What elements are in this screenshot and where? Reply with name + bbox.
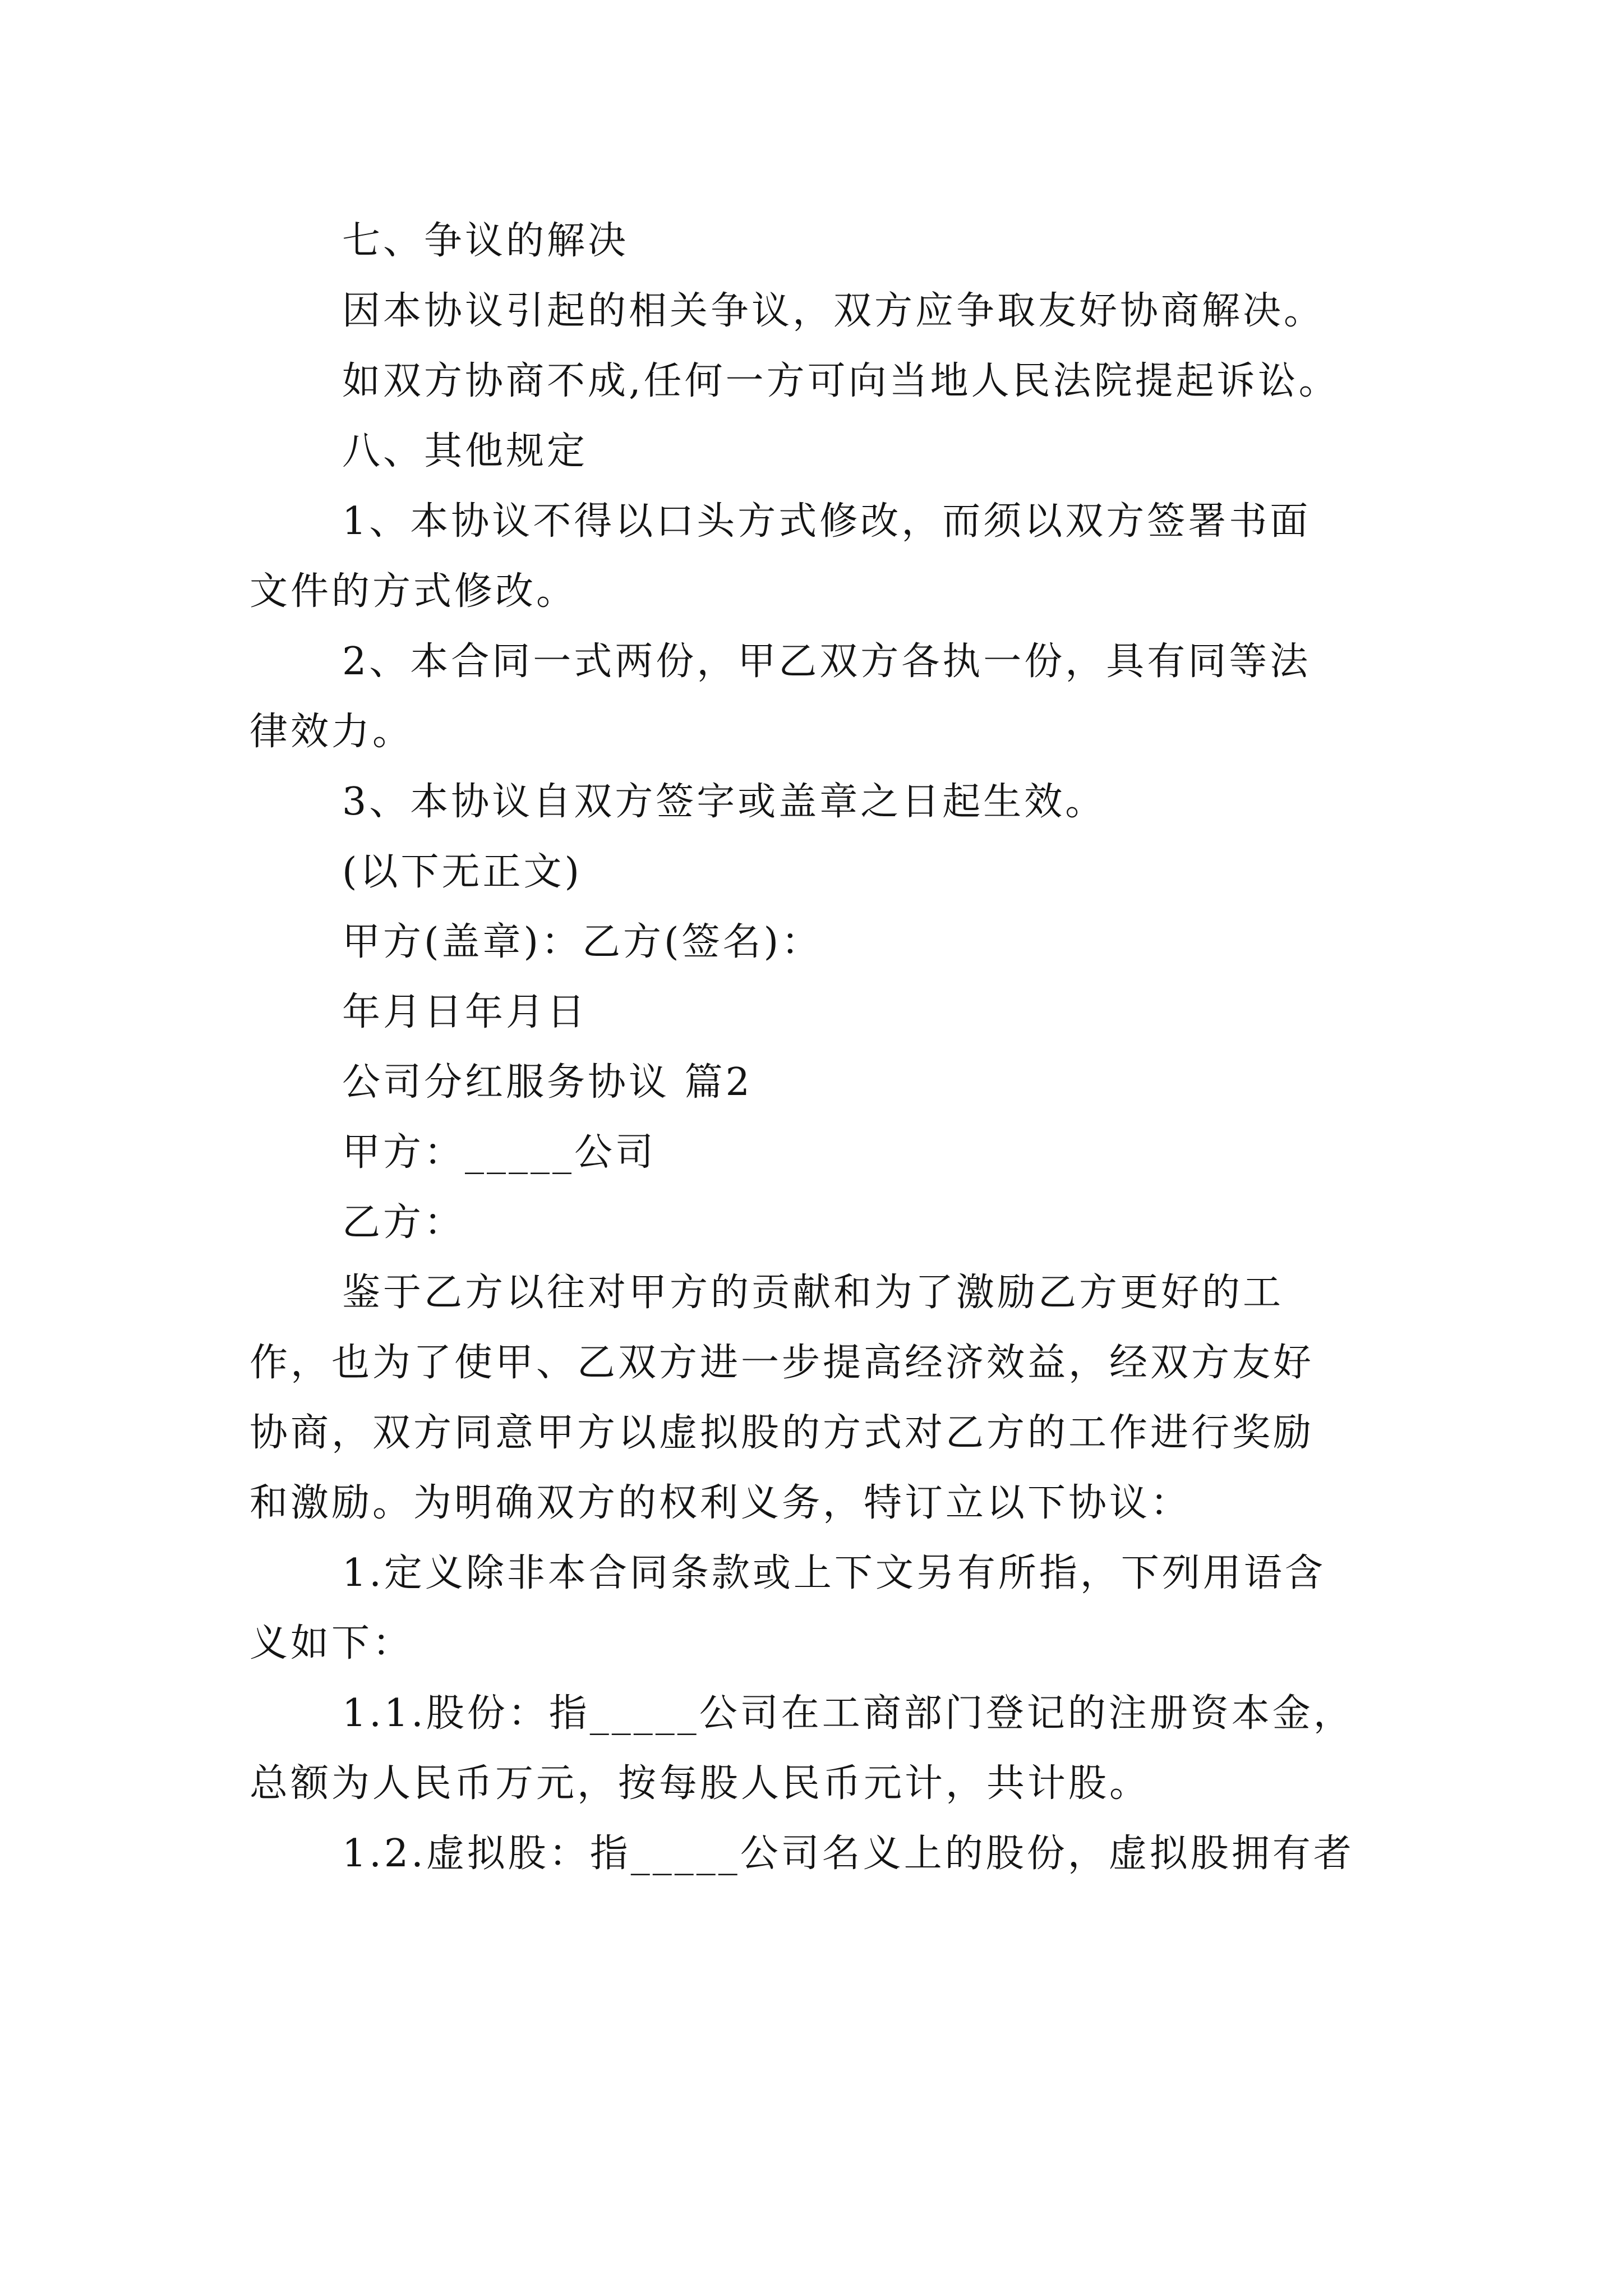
section-heading-other-provisions: 八、其他规定 [342, 429, 588, 473]
clause-line: 文件的方式修改。 [250, 569, 578, 614]
paragraph-line: 如双方协商不成,任何一方可向当地人民法院提起诉讼。 [342, 359, 1340, 403]
definition-line: 1.1.股份：指_____公司在工商部门登记的注册资本金， [342, 1691, 1354, 1736]
definition-line: 1.2.虚拟股：指_____公司名义上的股份，虚拟股拥有者 [342, 1832, 1354, 1876]
definition-line: 义如下： [250, 1621, 414, 1665]
paragraph-line: 因本协议引起的相关争议，双方应争取友好协商解决。 [342, 289, 1325, 333]
definition-line: 总额为人民币万元，按每股人民币元计，共计股。 [250, 1761, 1151, 1806]
paragraph-line: 作，也为了使甲、乙双方进一步提高经济效益，经双方友好 [250, 1341, 1315, 1385]
signature-line: 甲方(盖章)：乙方(签名)： [342, 920, 823, 964]
party-a-line: 甲方：_____公司 [342, 1130, 657, 1175]
date-line: 年月日年月日 [342, 990, 588, 1034]
clause-line: 2、本合同一式两份，甲乙双方各执一份，具有同等法 [342, 639, 1311, 684]
clause-line: 1、本协议不得以口头方式修改，而须以双方签署书面 [342, 499, 1311, 544]
paragraph-line: 鉴于乙方以往对甲方的贡献和为了激励乙方更好的工 [342, 1271, 1284, 1315]
party-b-line: 乙方： [342, 1200, 465, 1245]
clause-line: 3、本协议自双方签字或盖章之日起生效。 [342, 780, 1106, 824]
section-heading-dispute-resolution: 七、争议的解决 [342, 219, 629, 263]
paragraph-line: 和激励。为明确双方的权利义务，特订立以下协议： [250, 1481, 1192, 1525]
no-more-text-note: (以下无正文) [342, 850, 583, 894]
clause-line: 律效力。 [250, 710, 414, 754]
agreement-title: 公司分红服务协议 篇2 [342, 1060, 753, 1105]
paragraph-line: 协商，双方同意甲方以虚拟股的方式对乙方的工作进行奖励 [250, 1411, 1315, 1455]
definition-line: 1.定义除非本合同条款或上下文另有所指，下列用语含 [342, 1551, 1326, 1595]
